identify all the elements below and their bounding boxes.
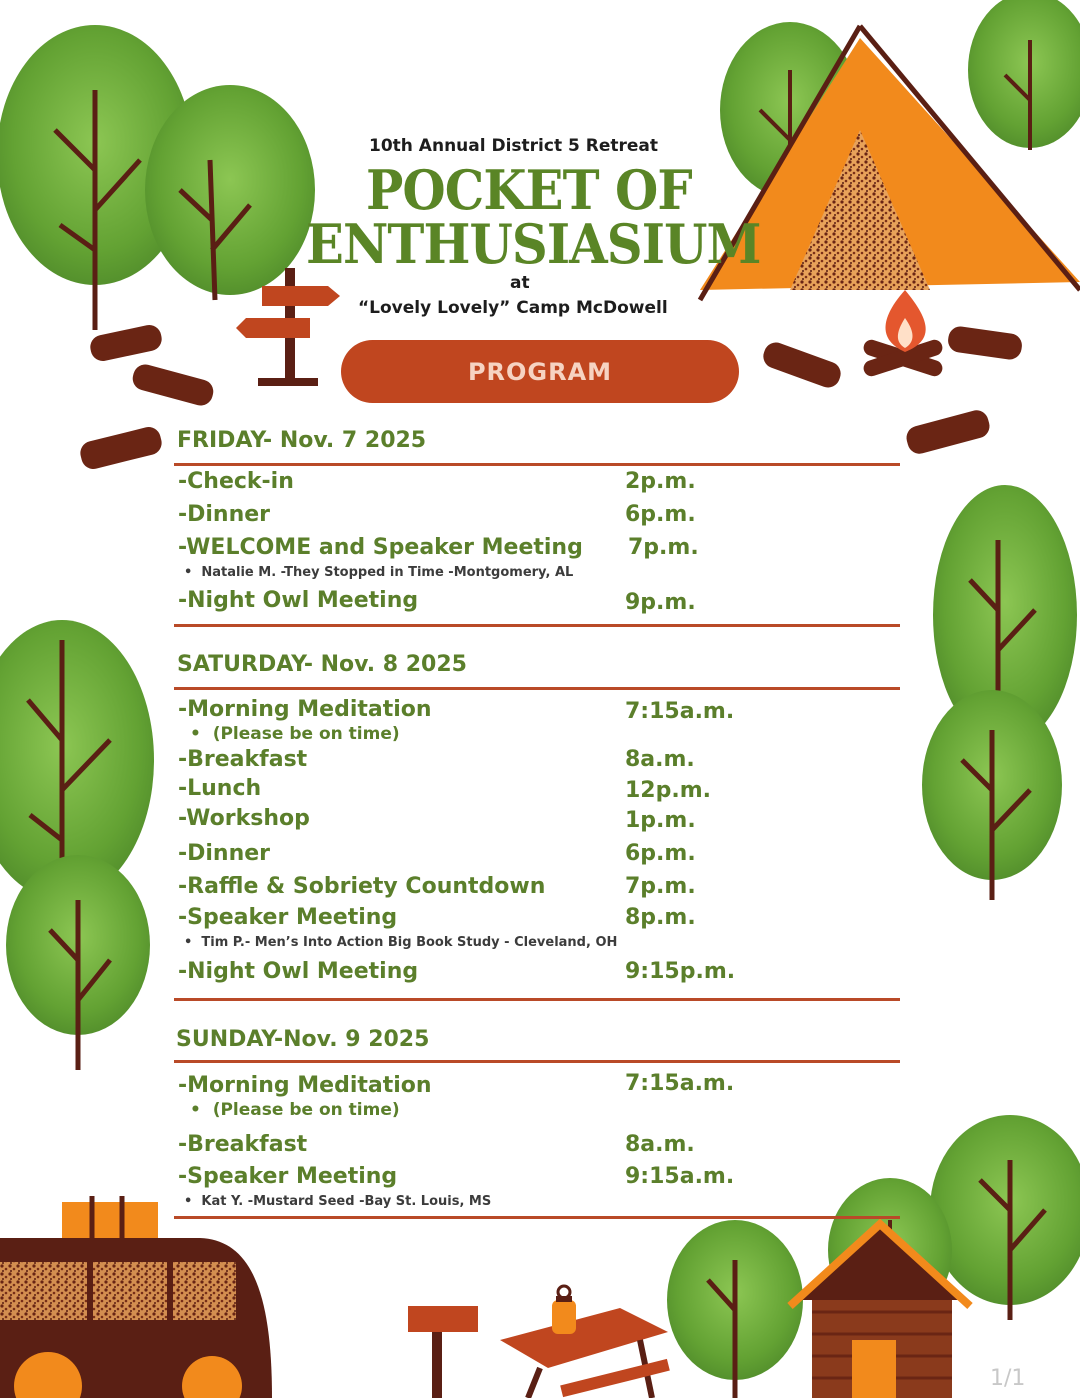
schedule-item: -Workshop bbox=[178, 806, 310, 831]
schedule-item: -Breakfast bbox=[178, 747, 308, 772]
schedule-time: 9p.m. bbox=[625, 590, 696, 615]
divider bbox=[174, 624, 900, 627]
schedule-time: 9:15p.m. bbox=[625, 959, 736, 984]
log-icon bbox=[947, 325, 1024, 361]
day-heading-friday: FRIDAY- Nov. 7 2025 bbox=[177, 428, 427, 453]
schedule-time: 7p.m. bbox=[628, 535, 699, 560]
reminder-note: (Please be on time) bbox=[212, 724, 400, 744]
schedule-item: -Breakfast bbox=[178, 1132, 308, 1157]
program-banner: PROGRAM bbox=[341, 340, 739, 403]
log-icon bbox=[78, 424, 164, 471]
tree-icon bbox=[145, 85, 315, 300]
event-title-line-1: POCKET OF bbox=[366, 158, 692, 222]
schedule-time: 7:15a.m. bbox=[625, 1071, 735, 1096]
schedule-time: 7:15a.m. bbox=[625, 699, 735, 724]
reminder-note: (Please be on time) bbox=[212, 1100, 400, 1120]
schedule-time: 8p.m. bbox=[625, 905, 696, 930]
schedule-time: 7p.m. bbox=[625, 874, 696, 899]
schedule-item: -Dinner bbox=[178, 502, 271, 527]
speaker-note: Natalie M. -They Stopped in Time -Montgomery, AL bbox=[201, 565, 574, 580]
schedule-time: 8a.m. bbox=[625, 1132, 695, 1157]
schedule-item: -Night Owl Meeting bbox=[178, 959, 419, 984]
divider bbox=[174, 998, 900, 1001]
venue-name: “Lovely Lovely” Camp McDowell bbox=[358, 298, 668, 318]
schedule-time: 6p.m. bbox=[625, 502, 696, 527]
divider bbox=[174, 1216, 900, 1219]
schedule-time: 9:15a.m. bbox=[625, 1164, 735, 1189]
speaker-note: Tim P.- Men’s Into Action Big Book Study - Cleveland, OH bbox=[201, 935, 618, 950]
event-title-line-2: ENTHUSIASIUM bbox=[306, 212, 761, 276]
venue-at: at bbox=[510, 273, 530, 293]
schedule-item: -Dinner bbox=[178, 841, 271, 866]
schedule-note: • Natalie M. -They Stopped in Time -Montgomery, AL bbox=[184, 565, 574, 580]
tree-icon bbox=[667, 1220, 803, 1398]
schedule-note: • Kat Y. -Mustard Seed -Bay St. Louis, MS bbox=[184, 1194, 492, 1209]
schedule-item: -Raffle & Sobriety Countdown bbox=[178, 874, 546, 899]
signpost-icon bbox=[408, 1306, 478, 1398]
day-heading-sunday: SUNDAY-Nov. 9 2025 bbox=[176, 1027, 430, 1052]
day-heading-saturday: SATURDAY- Nov. 8 2025 bbox=[177, 652, 467, 677]
schedule-item: -Morning Meditation bbox=[178, 1073, 432, 1098]
page-indicator: 1/1 bbox=[990, 1366, 1026, 1391]
schedule-time: 12p.m. bbox=[625, 778, 712, 803]
picnic-table-icon bbox=[500, 1308, 670, 1398]
campfire-icon bbox=[862, 290, 945, 378]
tree-icon bbox=[922, 690, 1062, 900]
schedule-time: 6p.m. bbox=[625, 841, 696, 866]
schedule-time: 8a.m. bbox=[625, 747, 695, 772]
schedule-item: -Check-in bbox=[178, 469, 294, 494]
schedule-item: -Morning Meditation bbox=[178, 697, 432, 722]
schedule-note: • (Please be on time) bbox=[190, 724, 400, 744]
retreat-kicker: 10th Annual District 5 Retreat bbox=[369, 136, 659, 156]
divider bbox=[174, 463, 900, 466]
tree-icon bbox=[968, 0, 1080, 150]
log-icon bbox=[904, 408, 992, 457]
schedule-note: • Tim P.- Men’s Into Action Big Book Study - Cleveland, OH bbox=[184, 935, 618, 950]
log-icon bbox=[130, 362, 216, 408]
van-icon bbox=[0, 1196, 272, 1398]
schedule-item: -Speaker Meeting bbox=[178, 1164, 398, 1189]
schedule-item: -Speaker Meeting bbox=[178, 905, 398, 930]
schedule-item: -WELCOME and Speaker Meeting bbox=[178, 535, 583, 560]
log-icon bbox=[88, 323, 164, 363]
lantern-icon bbox=[552, 1286, 576, 1334]
log-icon bbox=[760, 339, 844, 391]
schedule-note: • (Please be on time) bbox=[190, 1100, 400, 1120]
divider bbox=[174, 687, 900, 690]
tree-icon bbox=[6, 855, 150, 1070]
speaker-note: Kat Y. -Mustard Seed -Bay St. Louis, MS bbox=[201, 1194, 492, 1209]
schedule-time: 2p.m. bbox=[625, 469, 696, 494]
divider bbox=[174, 1060, 900, 1063]
schedule-time: 1p.m. bbox=[625, 808, 696, 833]
schedule-item: -Lunch bbox=[178, 776, 262, 801]
schedule-item: -Night Owl Meeting bbox=[178, 588, 419, 613]
